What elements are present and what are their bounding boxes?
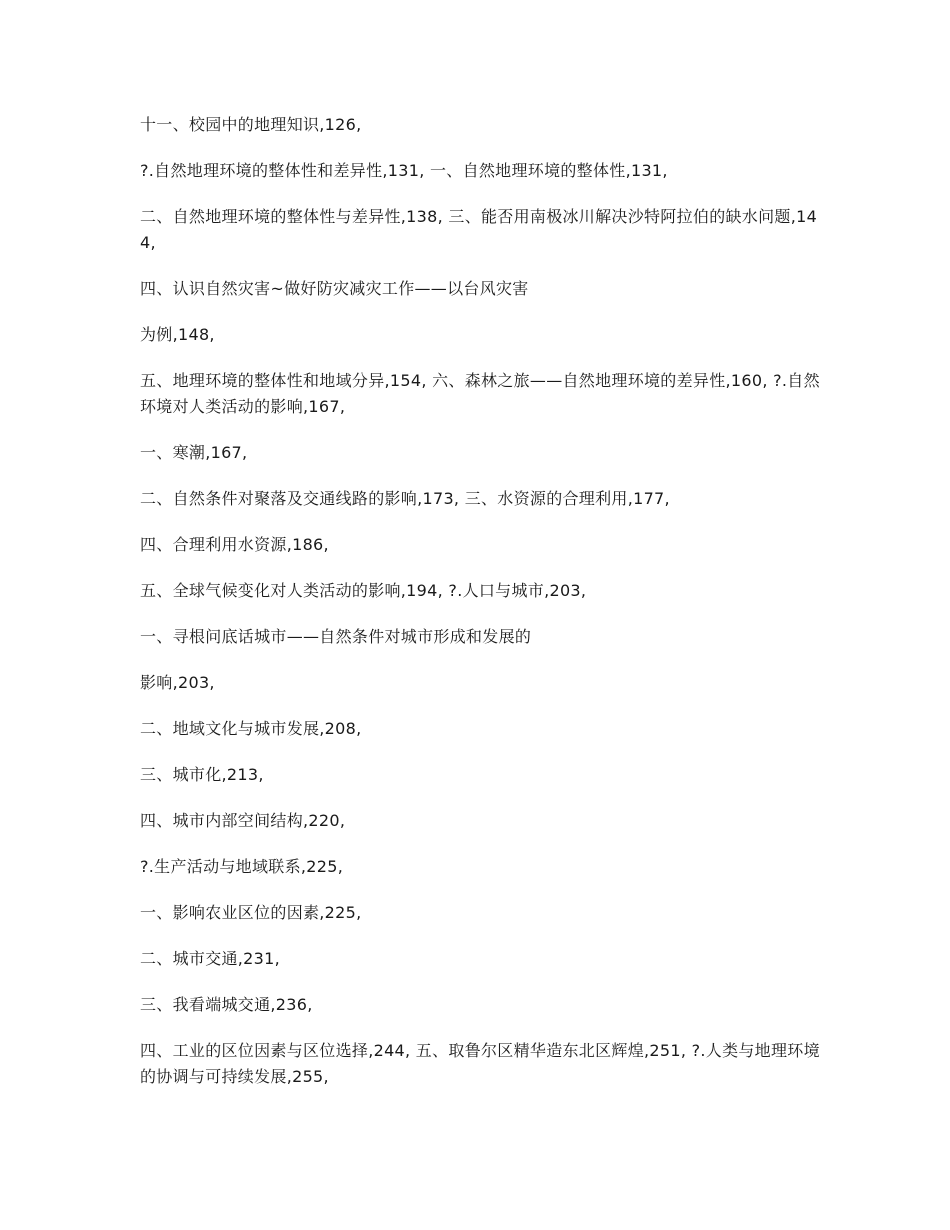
toc-line: 为例,148, (140, 325, 215, 344)
toc-line: 四、合理利用水资源,186, (140, 535, 329, 554)
toc-line: 四、认识自然灾害~做好防灾减灾工作——以台风灾害 (140, 279, 529, 298)
toc-line: 一、影响农业区位的因素,225, (140, 903, 362, 922)
toc-line: 影响,203, (140, 673, 215, 692)
toc-line: 五、全球气候变化对人类活动的影响,194, ?.人口与城市,203, (140, 581, 587, 600)
toc-content (140, 112, 820, 1110)
toc-line: 一、寒潮,167, (140, 443, 248, 462)
toc-line: ?.生产活动与地域联系,225, (140, 857, 344, 876)
toc-line: 一、寻根问底话城市——自然条件对城市形成和发展的 (140, 627, 532, 646)
toc-line: ?.自然地理环境的整体性和差异性,131, 一、自然地理环境的整体性,131, (140, 161, 668, 180)
toc-line: 二、城市交通,231, (140, 949, 281, 968)
toc-line: 二、自然条件对聚落及交通线路的影响,173, 三、水资源的合理利用,177, (140, 489, 670, 508)
toc-line: 四、工业的区位因素与区位选择,244, 五、取鲁尔区精华造东北区辉煌,251, ?.人类与地理环境的协调与可持续发展,255, (140, 1041, 820, 1086)
toc-line: 三、城市化,213, (140, 765, 264, 784)
toc-line: 二、自然地理环境的整体性与差异性,138, 三、能否用南极冰川解决沙特阿拉伯的缺水问题,144, (140, 207, 818, 252)
toc-line: 五、地理环境的整体性和地域分异,154, 六、森林之旅——自然地理环境的差异性,160, ?.自然环境对人类活动的影响,167, (140, 371, 820, 416)
toc-line: 二、地域文化与城市发展,208, (140, 719, 362, 738)
toc-line: 三、我看端城交通,236, (140, 995, 313, 1014)
toc-line: 四、城市内部空间结构,220, (140, 811, 346, 830)
toc-line: 十一、校园中的地理知识,126, (140, 115, 362, 134)
